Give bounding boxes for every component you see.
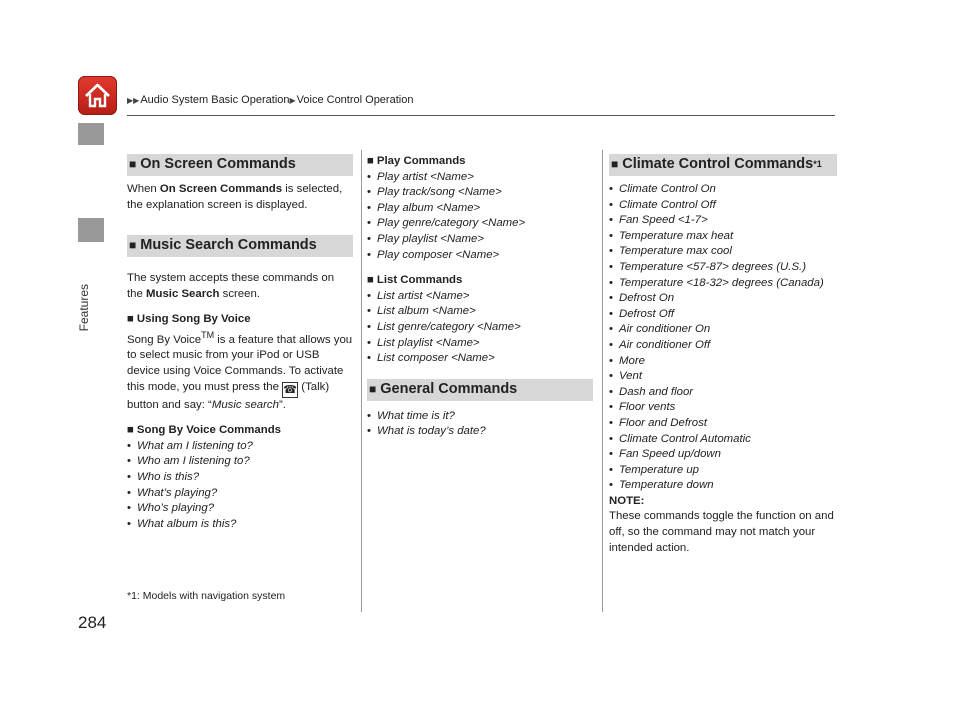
section-heading: ■ Climate Control Commands *1 — [609, 154, 837, 176]
list-item: • List album <Name> — [367, 304, 593, 320]
list-item: • Play genre/category <Name> — [367, 216, 593, 232]
breadcrumb: ▶▶Audio System Basic Operation▶Voice Control Operation — [127, 94, 414, 106]
command-list — [609, 182, 837, 494]
list-item: • Dash and floor — [609, 385, 837, 401]
talk-icon: ☎ — [283, 383, 297, 396]
command-list — [367, 289, 593, 367]
list-item: • Who’s playing? — [127, 501, 353, 517]
list-item: • What is today’s date? — [367, 424, 593, 440]
list-item: • Play track/song <Name> — [367, 185, 593, 201]
paragraph: The system accepts these commands on the Music Search screen. — [127, 272, 335, 300]
paragraph: Song By Voice™ is a feature that allows you to select music from your iPod or USB device using Voice Commands. To activate this mode, you must press the ☎ (Talk) button and say: “Music search”. — [127, 329, 353, 411]
list-item: • Temperature <18-32> degrees (Canada) — [609, 276, 837, 292]
list-item: • Climate Control Automatic — [609, 432, 837, 448]
list-item: • Climate Control On — [609, 182, 837, 198]
column-divider — [602, 150, 603, 612]
list-item: • Air conditioner Off — [609, 338, 837, 354]
list-item: • Fan Speed <1-7> — [609, 213, 837, 229]
list-item: • List artist <Name> — [367, 289, 593, 305]
list-item: • Who is this? — [127, 470, 353, 486]
list-item: • Play playlist <Name> — [367, 232, 593, 248]
chapter-label: Features — [77, 284, 91, 332]
section-heading: ■ On Screen Commands — [127, 154, 353, 176]
list-item: • Temperature up — [609, 463, 837, 479]
command-list — [367, 409, 593, 440]
subsection-heading: ■ Using Song By Voice — [127, 313, 251, 326]
paragraph: When On Screen Commands is selected, the explanation screen is displayed. — [127, 183, 343, 211]
list-item: • Play album <Name> — [367, 201, 593, 217]
section-heading: ■ General Commands — [367, 379, 593, 401]
list-item: • Temperature max cool — [609, 244, 837, 260]
list-item: • Air conditioner On — [609, 322, 837, 338]
column-3 — [609, 154, 837, 556]
list-item: • Temperature <57-87> degrees (U.S.) — [609, 260, 837, 276]
note-label: NOTE: — [609, 494, 645, 507]
list-item: • Play composer <Name> — [367, 248, 593, 264]
subsection-heading: ■ Play Commands — [367, 155, 466, 167]
note-text: These commands toggle the function on and off, so the command may not match your intended action. — [609, 510, 834, 554]
list-item: • List playlist <Name> — [367, 336, 593, 352]
section-heading: ■ Music Search Commands — [127, 235, 353, 257]
list-item: • What’s playing? — [127, 486, 353, 502]
command-list — [127, 439, 353, 533]
column-divider — [361, 150, 362, 612]
list-item: • Temperature max heat — [609, 229, 837, 245]
breadcrumb-item[interactable]: Voice Control Operation — [296, 94, 414, 106]
side-tab-marker — [78, 123, 104, 145]
command-list — [367, 170, 593, 264]
list-item: • Fan Speed up/down — [609, 447, 837, 463]
list-item: • What album is this? — [127, 517, 353, 533]
column-1 — [127, 154, 353, 532]
list-item: • Vent — [609, 369, 837, 385]
subsection-heading: ■ List Commands — [367, 274, 463, 287]
list-item: • Floor and Defrost — [609, 416, 837, 432]
subsection-heading: ■ Song By Voice Commands — [127, 424, 281, 437]
home-button[interactable] — [78, 76, 117, 115]
list-item: • More — [609, 354, 837, 370]
side-tab-marker — [78, 218, 104, 242]
list-item: • What time is it? — [367, 409, 593, 425]
footnote: *1: Models with navigation system — [127, 590, 286, 602]
list-item: • List composer <Name> — [367, 351, 593, 367]
page-number: 284 — [78, 613, 107, 632]
column-2 — [367, 154, 593, 440]
list-item: • Defrost Off — [609, 307, 837, 323]
list-item: • Floor vents — [609, 400, 837, 416]
list-item: • What am I listening to? — [127, 439, 353, 455]
list-item: • Play artist <Name> — [367, 170, 593, 186]
list-item: • Climate Control Off — [609, 198, 837, 214]
breadcrumb-item[interactable]: Audio System Basic Operation — [140, 94, 290, 106]
list-item: • Temperature down — [609, 478, 837, 494]
list-item: • Defrost On — [609, 291, 837, 307]
list-item: • Who am I listening to? — [127, 454, 353, 470]
list-item: • List genre/category <Name> — [367, 320, 593, 336]
header-divider — [127, 115, 835, 116]
home-icon — [83, 81, 112, 110]
